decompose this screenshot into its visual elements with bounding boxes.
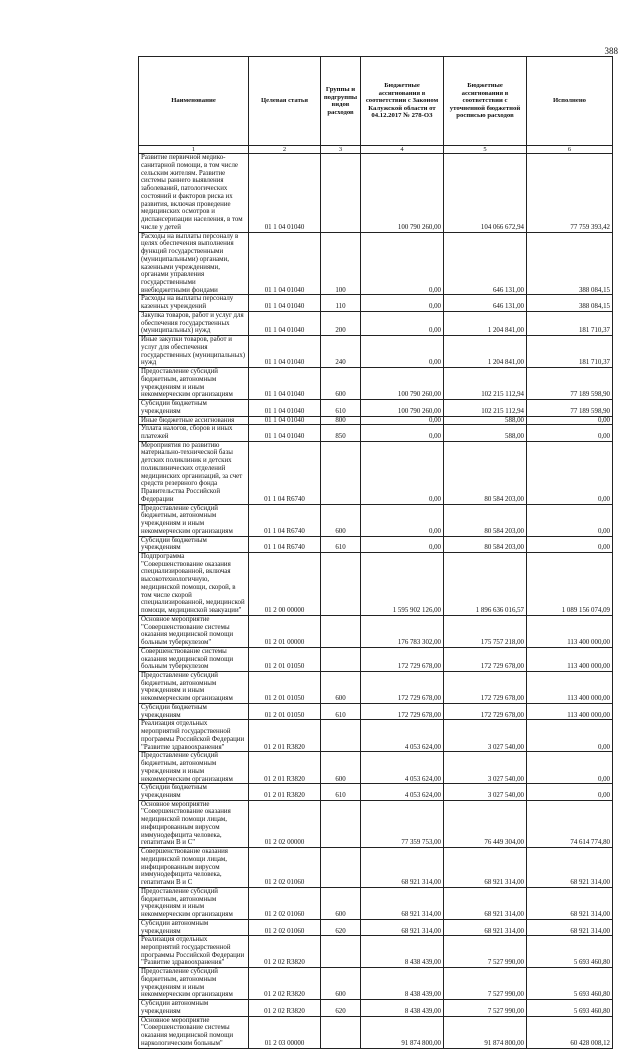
law-allocation-cell: 0,00 xyxy=(361,295,444,311)
expense-group-cell: 100 xyxy=(321,232,361,295)
header-executed: Исполнено xyxy=(527,57,613,146)
expense-group-cell: 600 xyxy=(321,887,361,919)
row-name-cell: Предоставление субсидий бюджетным, автономным учреждениям и иным некоммерческим организациям xyxy=(139,672,249,704)
table-row xyxy=(139,400,613,416)
roster-allocation-cell: 7 527 990,00 xyxy=(444,936,527,968)
expense-group-cell xyxy=(321,441,361,504)
executed-cell: 0,00 xyxy=(527,441,613,504)
table-row xyxy=(139,536,613,552)
executed-cell: 77 189 598,90 xyxy=(527,400,613,416)
row-name-cell: Иные бюджетные ассигнования xyxy=(139,416,249,425)
row-name-cell: Основное мероприятие "Совершенствование оказания медицинской помощи лицам, инфицированным вирусом иммунодефицита человека, гепатитами В и С" xyxy=(139,800,249,847)
expense-group-cell: 800 xyxy=(321,416,361,425)
target-article-cell: 01 2 01 01050 xyxy=(249,647,321,671)
table-row xyxy=(139,615,613,647)
table-row xyxy=(139,703,613,719)
roster-allocation-cell: 3 027 540,00 xyxy=(444,752,527,784)
row-name-cell: Субсидии автономным учреждениям xyxy=(139,1000,249,1016)
target-article-cell: 01 2 02 00000 xyxy=(249,800,321,847)
roster-allocation-cell: 1 896 636 016,57 xyxy=(444,552,527,615)
target-article-cell: 01 1 04 R6740 xyxy=(249,536,321,552)
row-name-cell: Субсидии бюджетным учреждениям xyxy=(139,536,249,552)
table-row xyxy=(139,441,613,504)
roster-allocation-cell: 68 921 314,00 xyxy=(444,887,527,919)
expense-group-cell xyxy=(321,936,361,968)
table-row xyxy=(139,1000,613,1016)
executed-cell: 5 693 460,80 xyxy=(527,1000,613,1016)
executed-cell: 0,00 xyxy=(527,425,613,441)
row-name-cell: Иные закупки товаров, работ и услуг для обеспечения государственных (муниципальных) нужд xyxy=(139,336,249,368)
law-allocation-cell: 68 921 314,00 xyxy=(361,848,444,888)
table-row xyxy=(139,416,613,425)
executed-cell: 0,00 xyxy=(527,504,613,536)
executed-cell: 5 693 460,80 xyxy=(527,936,613,968)
table-row xyxy=(139,552,613,615)
executed-cell: 74 614 774,80 xyxy=(527,800,613,847)
expense-group-cell xyxy=(321,552,361,615)
expense-group-cell: 240 xyxy=(321,336,361,368)
roster-allocation-cell: 102 215 112,94 xyxy=(444,400,527,416)
row-name-cell: Расходы на выплаты персоналу в целях обеспечения выполнения функций государственными (муниципальными) органами, казенными учреждениями, органами управления государственными внебюджетными фондами xyxy=(139,232,249,295)
table-row xyxy=(139,800,613,847)
roster-allocation-cell: 7 527 990,00 xyxy=(444,968,527,1000)
target-article-cell: 01 2 02 R3820 xyxy=(249,968,321,1000)
executed-cell: 0,00 xyxy=(527,752,613,784)
target-article-cell: 01 1 04 01040 xyxy=(249,416,321,425)
table-row xyxy=(139,368,613,400)
page-number: 388 xyxy=(604,46,618,56)
executed-cell: 60 428 008,12 xyxy=(527,1016,613,1048)
target-article-cell: 01 2 02 R3820 xyxy=(249,936,321,968)
roster-allocation-cell: 80 584 203,00 xyxy=(444,536,527,552)
executed-cell: 113 400 000,00 xyxy=(527,615,613,647)
expense-group-cell: 610 xyxy=(321,784,361,800)
row-name-cell: Предоставление субсидий бюджетным, автономным учреждениям и иным некоммерческим организациям xyxy=(139,368,249,400)
table-row xyxy=(139,232,613,295)
law-allocation-cell: 77 359 753,00 xyxy=(361,800,444,847)
row-name-cell: Предоставление субсидий бюджетным, автономным учреждениям и иным некоммерческим организациям xyxy=(139,752,249,784)
column-number: 4 xyxy=(361,146,444,154)
table-row xyxy=(139,647,613,671)
law-allocation-cell: 4 053 624,00 xyxy=(361,784,444,800)
expense-group-cell: 600 xyxy=(321,752,361,784)
target-article-cell: 01 2 01 R3820 xyxy=(249,784,321,800)
law-allocation-cell: 176 783 302,00 xyxy=(361,615,444,647)
column-number: 1 xyxy=(139,146,249,154)
law-allocation-cell: 172 729 678,00 xyxy=(361,672,444,704)
roster-allocation-cell: 588,00 xyxy=(444,416,527,425)
executed-cell: 77 189 598,90 xyxy=(527,368,613,400)
expense-group-cell xyxy=(321,647,361,671)
column-number: 2 xyxy=(249,146,321,154)
column-number: 3 xyxy=(321,146,361,154)
header-target-article: Целевая статья xyxy=(249,57,321,146)
table-row xyxy=(139,336,613,368)
law-allocation-cell: 0,00 xyxy=(361,536,444,552)
target-article-cell: 01 1 04 01040 xyxy=(249,336,321,368)
executed-cell: 388 084,15 xyxy=(527,232,613,295)
executed-cell: 0,00 xyxy=(527,720,613,752)
roster-allocation-cell: 175 757 218,00 xyxy=(444,615,527,647)
table-row xyxy=(139,504,613,536)
header-name: Наименование xyxy=(139,57,249,146)
target-article-cell: 01 1 04 R6740 xyxy=(249,441,321,504)
executed-cell: 5 693 460,80 xyxy=(527,968,613,1000)
row-name-cell: Предоставление субсидий бюджетным, автономным учреждениям и иным некоммерческим организациям xyxy=(139,968,249,1000)
expense-group-cell: 610 xyxy=(321,536,361,552)
row-name-cell: Развитие первичной медико-санитарной помощи, в том числе сельским жителям. Развитие системы раннего выявления заболеваний, патологических состояний и факторов риска их развития, включая проведение медицинских осмотров и диспансеризации населения, в том числе у детей xyxy=(139,154,249,232)
roster-allocation-cell: 68 921 314,00 xyxy=(444,848,527,888)
row-name-cell: Расходы на выплаты персоналу казенных учреждений xyxy=(139,295,249,311)
target-article-cell: 01 1 04 01040 xyxy=(249,311,321,335)
row-name-cell: Уплата налогов, сборов и иных платежей xyxy=(139,425,249,441)
table-row xyxy=(139,968,613,1000)
expense-group-cell xyxy=(321,615,361,647)
roster-allocation-cell: 172 729 678,00 xyxy=(444,703,527,719)
law-allocation-cell: 0,00 xyxy=(361,504,444,536)
target-article-cell: 01 2 02 R3820 xyxy=(249,1000,321,1016)
expense-group-cell: 110 xyxy=(321,295,361,311)
executed-cell: 68 921 314,00 xyxy=(527,848,613,888)
expense-group-cell xyxy=(321,154,361,232)
law-allocation-cell: 91 874 800,00 xyxy=(361,1016,444,1048)
row-name-cell: Основное мероприятие "Совершенствование системы оказания медицинской помощи больным туберкулезом" xyxy=(139,615,249,647)
law-allocation-cell: 8 438 439,00 xyxy=(361,936,444,968)
expense-group-cell: 620 xyxy=(321,919,361,935)
row-name-cell: Совершенствование системы оказания медицинской помощи больным туберкулезом xyxy=(139,647,249,671)
column-numbers-row xyxy=(139,146,613,154)
roster-allocation-cell: 172 729 678,00 xyxy=(444,647,527,671)
law-allocation-cell: 68 921 314,00 xyxy=(361,919,444,935)
expense-group-cell xyxy=(321,720,361,752)
table-row xyxy=(139,936,613,968)
roster-allocation-cell: 1 204 841,00 xyxy=(444,336,527,368)
table-row xyxy=(139,720,613,752)
roster-allocation-cell: 1 204 841,00 xyxy=(444,311,527,335)
target-article-cell: 01 2 02 01060 xyxy=(249,848,321,888)
row-name-cell: Совершенствование оказания медицинской помощи лицам, инфицированным вирусом иммунодефицита человека, гепатитами В и С xyxy=(139,848,249,888)
law-allocation-cell: 0,00 xyxy=(361,441,444,504)
table-row xyxy=(139,672,613,704)
roster-allocation-cell: 172 729 678,00 xyxy=(444,672,527,704)
law-allocation-cell: 100 790 260,00 xyxy=(361,400,444,416)
law-allocation-cell: 100 790 260,00 xyxy=(361,368,444,400)
roster-allocation-cell: 80 584 203,00 xyxy=(444,504,527,536)
expense-group-cell xyxy=(321,848,361,888)
table-row xyxy=(139,752,613,784)
row-name-cell: Мероприятия по развитию материально-технической базы детских поликлиник и детских поликлинических отделений медицинских организаций, за счет средств резервного фонда Правительства Российской Федерации xyxy=(139,441,249,504)
target-article-cell: 01 2 02 01060 xyxy=(249,887,321,919)
law-allocation-cell: 172 729 678,00 xyxy=(361,703,444,719)
target-article-cell: 01 2 02 01060 xyxy=(249,919,321,935)
row-name-cell: Субсидии бюджетным учреждениям xyxy=(139,784,249,800)
expense-group-cell: 600 xyxy=(321,368,361,400)
executed-cell: 0,00 xyxy=(527,536,613,552)
header-row xyxy=(139,57,613,146)
table-row xyxy=(139,1016,613,1048)
target-article-cell: 01 1 04 01040 xyxy=(249,232,321,295)
law-allocation-cell: 1 595 902 126,00 xyxy=(361,552,444,615)
target-article-cell: 01 2 01 R3820 xyxy=(249,720,321,752)
executed-cell: 77 759 393,42 xyxy=(527,154,613,232)
row-name-cell: Реализация отдельных мероприятий государственной программы Российской Федерации "Развитие здравоохранения" xyxy=(139,936,249,968)
law-allocation-cell: 4 053 624,00 xyxy=(361,720,444,752)
law-allocation-cell: 8 438 439,00 xyxy=(361,1000,444,1016)
target-article-cell: 01 2 01 R3820 xyxy=(249,752,321,784)
target-article-cell: 01 1 04 01040 xyxy=(249,295,321,311)
roster-allocation-cell: 588,00 xyxy=(444,425,527,441)
roster-allocation-cell: 3 027 540,00 xyxy=(444,784,527,800)
law-allocation-cell: 0,00 xyxy=(361,311,444,335)
law-allocation-cell: 4 053 624,00 xyxy=(361,752,444,784)
executed-cell: 113 400 000,00 xyxy=(527,672,613,704)
table-row xyxy=(139,919,613,935)
row-name-cell: Реализация отдельных мероприятий государственной программы Российской Федерации "Развитие здравоохранения" xyxy=(139,720,249,752)
executed-cell: 0,00 xyxy=(527,416,613,425)
row-name-cell: Закупка товаров, работ и услуг для обеспечения государственных (муниципальных) нужд xyxy=(139,311,249,335)
row-name-cell: Субсидии бюджетным учреждениям xyxy=(139,703,249,719)
executed-cell: 68 921 314,00 xyxy=(527,919,613,935)
target-article-cell: 01 1 04 01040 xyxy=(249,400,321,416)
expense-group-cell: 600 xyxy=(321,672,361,704)
expense-group-cell xyxy=(321,1016,361,1048)
budget-table xyxy=(138,56,613,1049)
law-allocation-cell: 8 438 439,00 xyxy=(361,968,444,1000)
target-article-cell: 01 2 01 01050 xyxy=(249,703,321,719)
roster-allocation-cell: 68 921 314,00 xyxy=(444,919,527,935)
executed-cell: 0,00 xyxy=(527,784,613,800)
header-law-allocations: Бюджетные ассигнования в соответствии с Законом Калужской области от 04.12.2017 № 278-ОЗ xyxy=(361,57,444,146)
target-article-cell: 01 2 01 01050 xyxy=(249,672,321,704)
row-name-cell: Предоставление субсидий бюджетным, автономным учреждениям и иным некоммерческим организациям xyxy=(139,504,249,536)
table-row xyxy=(139,154,613,232)
row-name-cell: Субсидии бюджетным учреждениям xyxy=(139,400,249,416)
executed-cell: 1 089 156 074,09 xyxy=(527,552,613,615)
executed-cell: 113 400 000,00 xyxy=(527,703,613,719)
table-row xyxy=(139,848,613,888)
roster-allocation-cell: 646 131,00 xyxy=(444,232,527,295)
column-number: 5 xyxy=(444,146,527,154)
table-row xyxy=(139,295,613,311)
law-allocation-cell: 172 729 678,00 xyxy=(361,647,444,671)
expense-group-cell: 600 xyxy=(321,504,361,536)
roster-allocation-cell: 7 527 990,00 xyxy=(444,1000,527,1016)
target-article-cell: 01 1 04 01040 xyxy=(249,154,321,232)
executed-cell: 181 710,37 xyxy=(527,336,613,368)
roster-allocation-cell: 646 131,00 xyxy=(444,295,527,311)
executed-cell: 68 921 314,00 xyxy=(527,887,613,919)
expense-group-cell: 620 xyxy=(321,1000,361,1016)
expense-group-cell: 610 xyxy=(321,703,361,719)
law-allocation-cell: 0,00 xyxy=(361,416,444,425)
header-expense-groups: Группы и подгруппы видов расходов xyxy=(321,57,361,146)
law-allocation-cell: 68 921 314,00 xyxy=(361,887,444,919)
target-article-cell: 01 1 04 01040 xyxy=(249,425,321,441)
roster-allocation-cell: 80 584 203,00 xyxy=(444,441,527,504)
row-name-cell: Подпрограмма "Совершенствование оказания специализированной, включая высокотехнологичную, медицинской помощи, скорой, в том числе скорой специализированной, медицинской помощи, медицинской эвакуации" xyxy=(139,552,249,615)
column-number: 6 xyxy=(527,146,613,154)
target-article-cell: 01 1 04 01040 xyxy=(249,368,321,400)
target-article-cell: 01 2 01 00000 xyxy=(249,615,321,647)
row-name-cell: Основное мероприятие "Совершенствование системы оказания медицинской помощи наркологическим больным" xyxy=(139,1016,249,1048)
law-allocation-cell: 0,00 xyxy=(361,425,444,441)
table-row xyxy=(139,887,613,919)
executed-cell: 113 400 000,00 xyxy=(527,647,613,671)
expense-group-cell xyxy=(321,800,361,847)
law-allocation-cell: 0,00 xyxy=(361,232,444,295)
law-allocation-cell: 100 790 260,00 xyxy=(361,154,444,232)
table-row xyxy=(139,784,613,800)
expense-group-cell: 610 xyxy=(321,400,361,416)
executed-cell: 388 084,15 xyxy=(527,295,613,311)
roster-allocation-cell: 3 027 540,00 xyxy=(444,720,527,752)
roster-allocation-cell: 91 874 800,00 xyxy=(444,1016,527,1048)
expense-group-cell: 850 xyxy=(321,425,361,441)
executed-cell: 181 710,37 xyxy=(527,311,613,335)
expense-group-cell: 600 xyxy=(321,968,361,1000)
roster-allocation-cell: 102 215 112,94 xyxy=(444,368,527,400)
roster-allocation-cell: 104 066 672,94 xyxy=(444,154,527,232)
expense-group-cell: 200 xyxy=(321,311,361,335)
table-row xyxy=(139,311,613,335)
law-allocation-cell: 0,00 xyxy=(361,336,444,368)
table-row xyxy=(139,425,613,441)
row-name-cell: Субсидии автономным учреждениям xyxy=(139,919,249,935)
roster-allocation-cell: 76 449 304,00 xyxy=(444,800,527,847)
header-roster-allocations: Бюджетные ассигнования в соответствии с уточненной бюджетной росписью расходов xyxy=(444,57,527,146)
target-article-cell: 01 2 00 00000 xyxy=(249,552,321,615)
row-name-cell: Предоставление субсидий бюджетным, автономным учреждениям и иным некоммерческим организациям xyxy=(139,887,249,919)
target-article-cell: 01 2 03 00000 xyxy=(249,1016,321,1048)
target-article-cell: 01 1 04 R6740 xyxy=(249,504,321,536)
